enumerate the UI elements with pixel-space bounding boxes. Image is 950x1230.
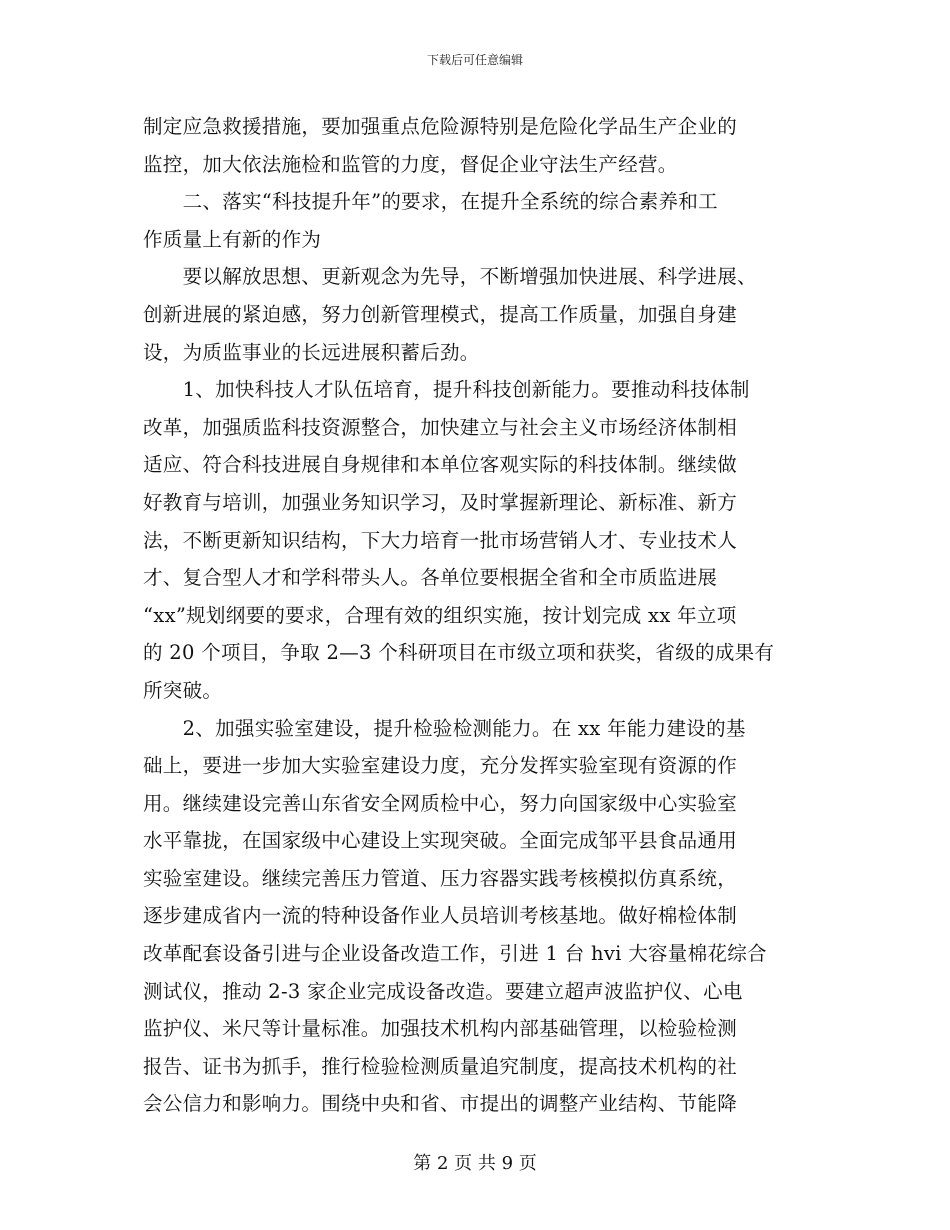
text-line: 适应、符合科技进展自身规律和本单位客观实际的科技体制。继续做: [143, 453, 738, 477]
page-number-footer: 第 2 页 共 9 页: [413, 1153, 537, 1174]
text-line: 实验室建设。继续完善压力管道、压力容器实践考核模拟仿真系统，: [143, 866, 738, 890]
text-line: 改革，加强质监科技资源整合，加快建立与社会主义市场经济体制相: [143, 415, 738, 439]
text-line: 好教育与培训，加强业务知识学习，及时掌握新理论、新标准、新方: [143, 490, 738, 514]
document-body: [143, 108, 811, 1123]
text-line: 法，不断更新知识结构，下大力培育一批市场营销人才、专业技术人: [143, 528, 738, 552]
text-line: 1、加快科技人才队伍培育，提升科技创新能力。要推动科技体制: [143, 378, 750, 402]
page-header-note: 下载后可任意编辑: [426, 53, 523, 67]
text-line: 所突破。: [143, 678, 223, 702]
text-line: 的 20 个项目，争取 2—3 个科研项目在市级立项和获奖，省级的成果有: [143, 641, 775, 665]
text-line: 水平靠拢，在国家级中心建设上实现突破。全面完成邹平县食品通用: [143, 829, 738, 853]
text-line: 监护仪、米尺等计量标准。加强技术机构内部基础管理，以检验检测: [143, 1017, 738, 1041]
text-line: 测试仪，推动 2-3 家企业完成设备改造。要建立超声波监护仪、心电: [143, 979, 743, 1003]
text-line: 改革配套设备引进与企业设备改造工作，引进 1 台 hvi 大容量棉花综合: [143, 942, 767, 966]
text-line: 2、加强实验室建设，提升检验检测能力。在 xx 年能力建设的基: [143, 716, 746, 740]
text-line: 逐步建成省内一流的特种设备作业人员培训考核基地。做好棉检体制: [143, 904, 738, 928]
section-heading-line: 二、落实“科技提升年”的要求，在提升全系统的综合素养和工: [143, 190, 718, 214]
text-line: 才、复合型人才和学科带头人。各单位要根据全省和全市质监进展: [143, 566, 718, 590]
text-line: 用。继续建设完善山东省安全网质检中心，努力向国家级中心实验室: [143, 791, 738, 815]
text-line: 制定应急救援措施，要加强重点危险源特别是危险化学品生产企业的: [143, 115, 738, 138]
text-line: 创新进展的紧迫感，努力创新管理模式，提高工作质量，加强自身建: [143, 302, 738, 326]
text-line: 报告、证书为抓手，推行检验检测质量追究制度，提高技术机构的社: [143, 1054, 738, 1078]
text-line: 要以解放思想、更新观念为先导，不断增强加快进展、科学进展、: [143, 265, 757, 289]
text-line: 设，为质监事业的长远进展积蓄后劲。: [143, 340, 480, 364]
text-line: “xx”规划纲要的要求，合理有效的组织实施，按计划完成 xx 年立项: [143, 603, 737, 627]
text-line: 础上，要进一步加大实验室建设力度，充分发挥实验室现有资源的作: [143, 754, 738, 778]
text-line: 监控，加大依法施检和监管的力度，督促企业守法生产经营。: [143, 152, 678, 176]
text-line: 会公信力和影响力。围绕中央和省、市提出的调整产业结构、节能降: [143, 1092, 738, 1116]
section-heading-line: 作质量上有新的作为: [143, 227, 322, 251]
